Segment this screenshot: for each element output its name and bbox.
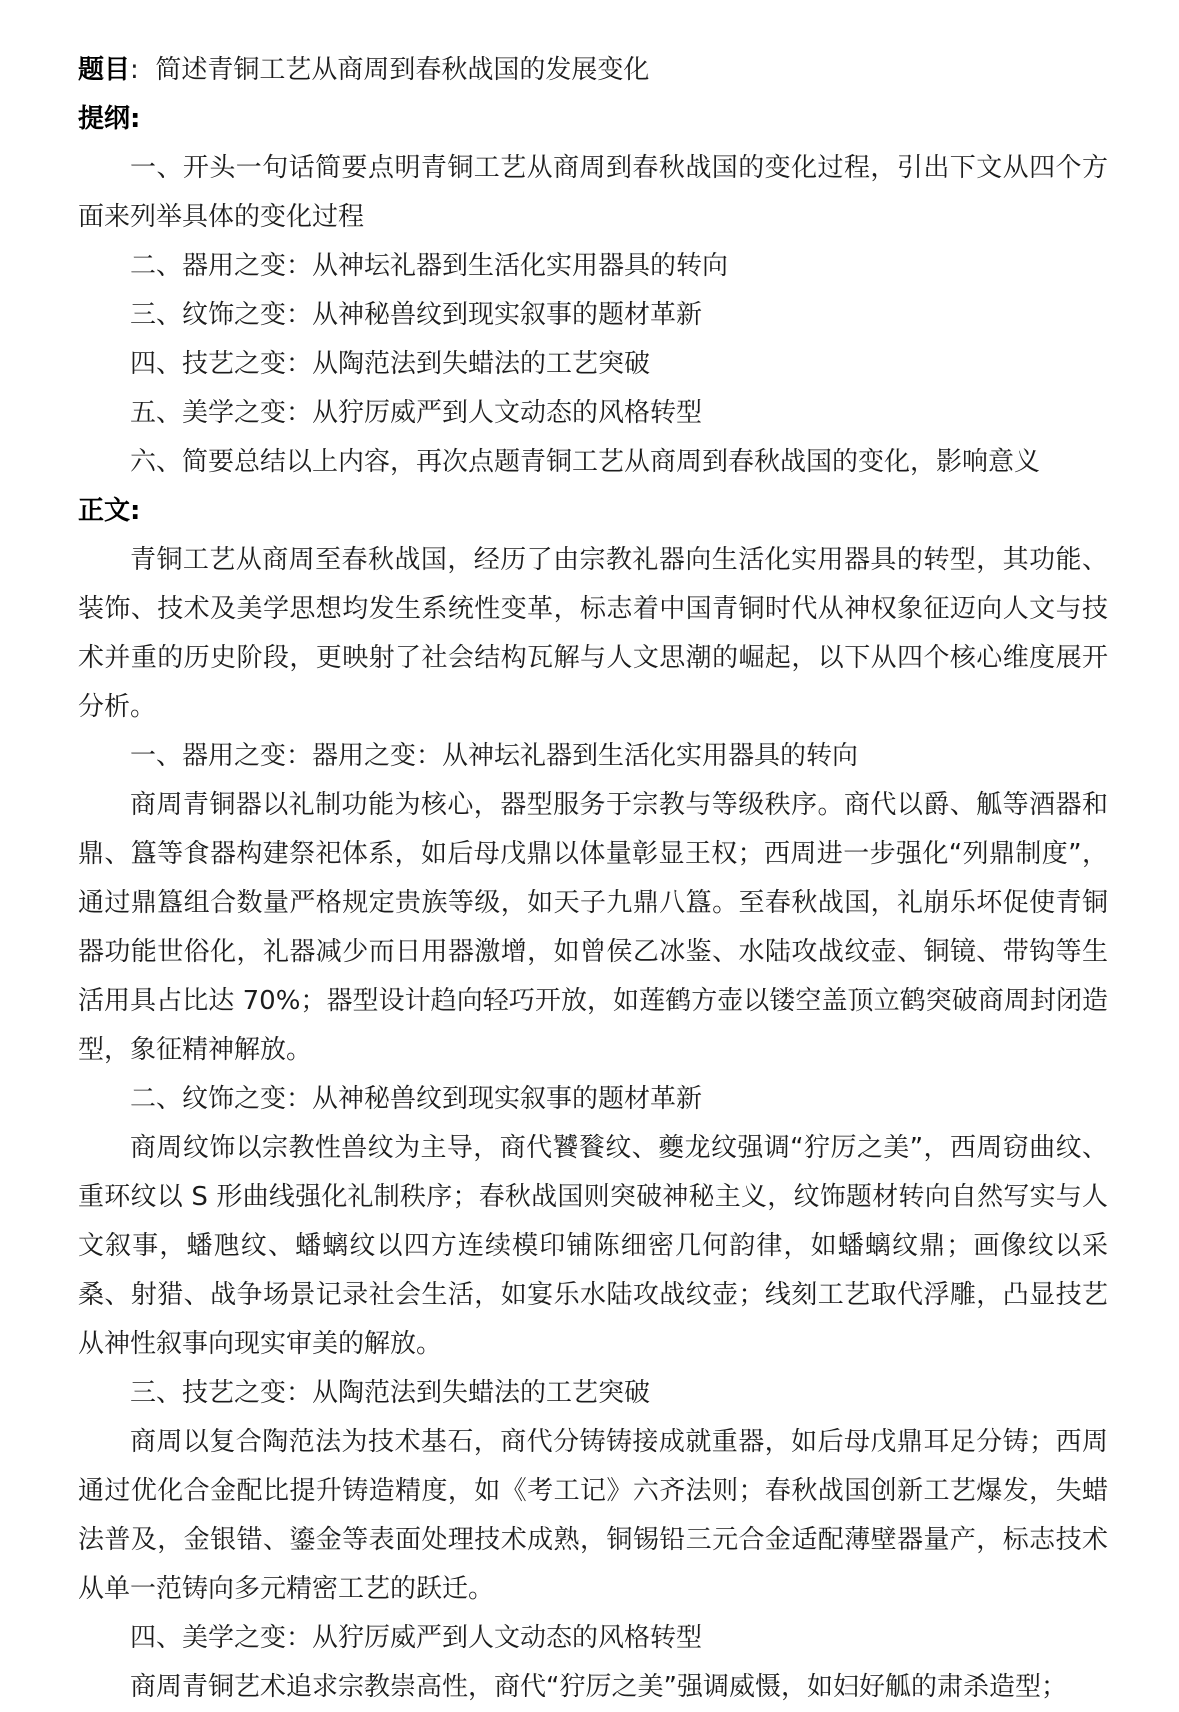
- section-1-text: 商周青铜器以礼制功能为核心，器型服务于宗教与等级秩序。商代以爵、觚等酒器和鼎、簋等食器构建祭祀体系，如后母戊鼎以体量彰显王权；西周进一步强化“列鼎制度”，通过鼎簋组合数量严格规定贵族等级，如天子九鼎八簋。至春秋战国，礼崩乐坏促使青铜器功能世俗化，礼器减少而日用器激增，如曾侯乙冰鉴、水陆攻战纹壶、铜镜、带钩等生活用具占比达 70%；器型设计趋向轻巧开放，如莲鹤方壶以镂空盖顶立鹤突破商周封闭造型，象征精神解放。: [78, 790, 1108, 1065]
- section-4-heading: 四、美学之变：从狞厉威严到人文动态的风格转型: [130, 1623, 703, 1653]
- section-3-text: 商周以复合陶范法为技术基石，商代分铸铸接成就重器，如后母戊鼎耳足分铸；西周通过优化合金配比提升铸造精度，如《考工记》六齐法则；春秋战国创新工艺爆发，失蜡法普及，金银错、鎏金等表面处理技术成熟，铜锡铅三元合金适配薄壁器量产，标志技术从单一范铸向多元精密工艺的跃迁。: [78, 1427, 1108, 1604]
- outline-item-2: 二、器用之变：从神坛礼器到生活化实用器具的转向: [130, 251, 729, 281]
- outline-item-3: 三、纹饰之变：从神秘兽纹到现实叙事的题材革新: [130, 300, 703, 330]
- section-4-text: 商周青铜艺术追求宗教崇高性，商代“狞厉之美”强调威慑，如妇好觚的肃杀造型；: [130, 1672, 1067, 1702]
- section-1-heading: 一、器用之变：器用之变：从神坛礼器到生活化实用器具的转向: [130, 741, 859, 771]
- body-intro: 青铜工艺从商周至春秋战国，经历了由宗教礼器向生活化实用器具的转型，其功能、装饰、技术及美学思想均发生系统性变革，标志着中国青铜时代从神权象征迈向人文与技术并重的历史阶段，更映射了社会结构瓦解与人文思潮的崛起，以下从四个核心维度展开分析。: [78, 545, 1108, 722]
- title-spacer: [139, 55, 156, 85]
- outline-heading: 提纲:: [78, 104, 141, 134]
- section-2-heading: 二、纹饰之变：从神秘兽纹到现实叙事的题材革新: [130, 1084, 703, 1114]
- outline-item-6: 六、简要总结以上内容，再次点题青铜工艺从商周到春秋战国的变化，影响意义: [130, 447, 1041, 477]
- section-2-text: 商周纹饰以宗教性兽纹为主导，商代饕餮纹、夔龙纹强调“狞厉之美”，西周窃曲纹、重环纹以 S 形曲线强化礼制秩序；春秋战国则突破神秘主义，纹饰题材转向自然写实与人文叙事，蟠虺纹、蟠螭纹以四方连续模印铺陈细密几何韵律，如蟠螭纹鼎；画像纹以采桑、射猎、战争场景记录社会生活，如宴乐水陆攻战纹壶；线刻工艺取代浮雕，凸显技艺从神性叙事向现实审美的解放。: [78, 1133, 1108, 1359]
- outline-item-5: 五、美学之变：从狞厉威严到人文动态的风格转型: [130, 398, 703, 428]
- body-heading: 正文:: [78, 496, 141, 526]
- title-label: 题目: [78, 55, 131, 85]
- title-colon: :: [130, 55, 139, 85]
- outline-item-1: 一、开头一句话简要点明青铜工艺从商周到春秋战国的变化过程，引出下文从四个方面来列举具体的变化过程: [78, 153, 1108, 232]
- outline-item-4: 四、技艺之变：从陶范法到失蜡法的工艺突破: [130, 349, 651, 379]
- title-text: 简述青铜工艺从商周到春秋战国的发展变化: [155, 55, 650, 85]
- document-page: [78, 46, 1108, 1712]
- title-line: [78, 46, 1108, 95]
- section-3-heading: 三、技艺之变：从陶范法到失蜡法的工艺突破: [130, 1378, 651, 1408]
